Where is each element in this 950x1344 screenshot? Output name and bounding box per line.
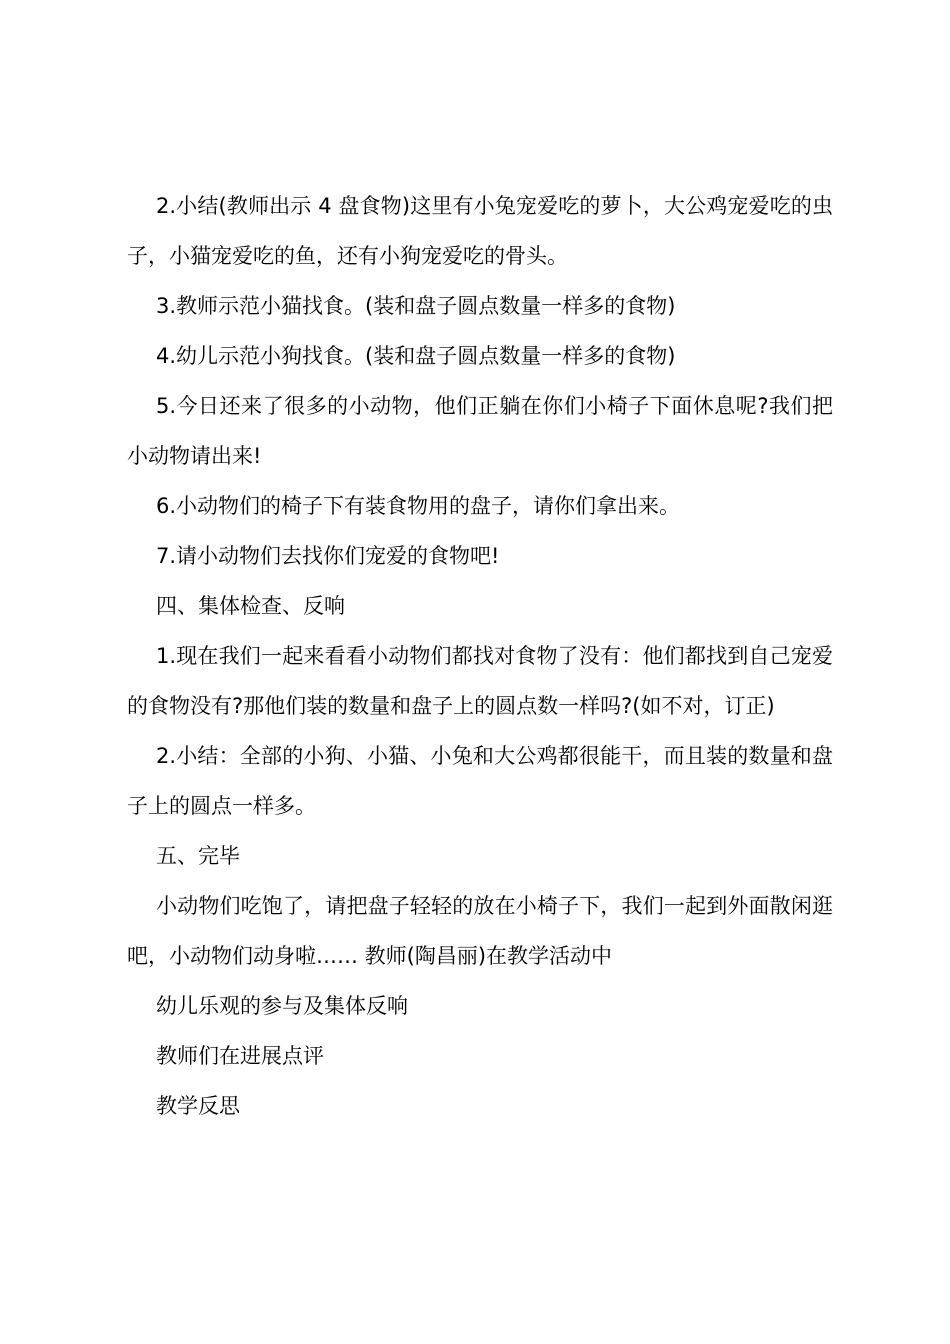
paragraph-teaching-reflection: 教学反思 [156, 1094, 240, 1118]
paragraph-summary-food-plates: 2.小结(教师出示 4 盘食物)这里有小兔宠爱吃的萝卜，大公鸡宠爱吃的虫子，小猫宠爱吃的鱼，还有小狗宠爱吃的骨头。 [127, 194, 833, 268]
paragraph-invite-animals: 5.今日还来了很多的小动物，他们正躺在你们小椅子下面休息呢?我们把小动物请出来! [127, 394, 833, 468]
paragraph-check-food: 1.现在我们一起来看看小动物们都找对食物了没有：他们都找到自己宠爱的食物没有?那他们装的数量和盘子上的圆点数一样吗?(如不对，订正) [127, 644, 833, 718]
paragraph-summary-all-animals: 2.小结：全部的小狗、小猫、小兔和大公鸡都很能干，而且装的数量和盘子上的圆点一样多。 [127, 744, 833, 818]
paragraph-find-food: 7.请小动物们去找你们宠爱的食物吧! [156, 544, 500, 568]
paragraph-child-demo-dog: 4.幼儿示范小狗找食。(装和盘子圆点数量一样多的食物) [156, 344, 676, 368]
paragraph-take-out-plates: 6.小动物们的椅子下有装食物用的盘子，请你们拿出来。 [156, 494, 681, 518]
paragraph-teacher-demo-cat: 3.教师示范小猫找食。(装和盘子圆点数量一样多的食物) [156, 294, 676, 318]
section-heading-end: 五、完毕 [156, 844, 240, 868]
section-heading-check-feedback: 四、集体检查、反响 [156, 594, 345, 618]
document-body [127, 181, 833, 1131]
paragraph-children-participation: 幼儿乐观的参与及集体反响 [156, 994, 408, 1018]
paragraph-teacher-comments: 教师们在进展点评 [156, 1044, 324, 1068]
paragraph-animals-full: 小动物们吃饱了，请把盘子轻轻的放在小椅子下，我们一起到外面散闲逛吧，小动物们动身啦…… 教师(陶昌丽)在教学活动中 [127, 894, 833, 968]
